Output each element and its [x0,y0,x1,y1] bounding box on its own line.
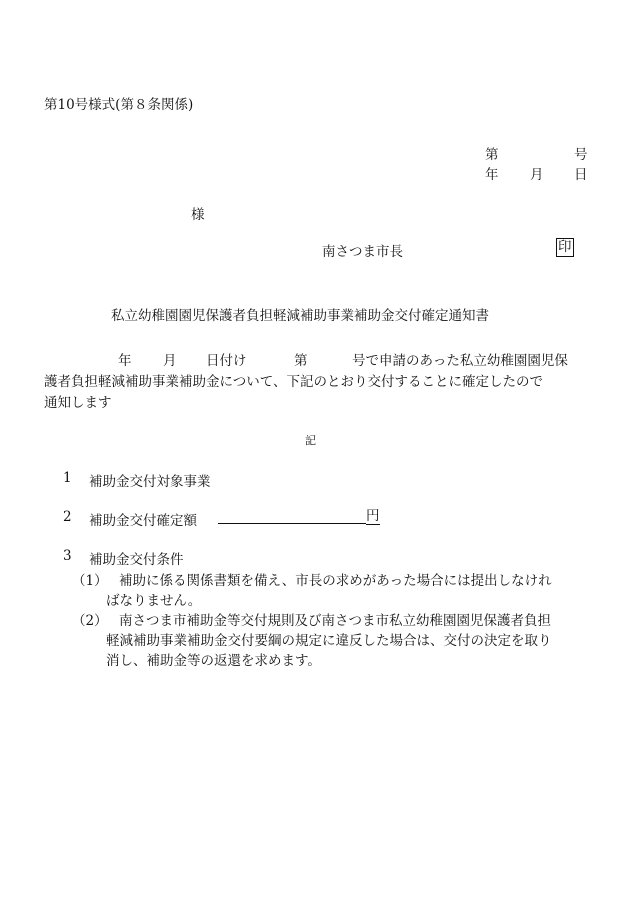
body-dated: 日付け [206,353,247,369]
sub2-number: （2） [72,613,108,629]
sub1-line-1: 補助に係る関係書類を備え、市長の求めがあった場合には提出しなけれ [119,573,552,589]
form-label: 第10号様式(第８条関係) [44,97,194,113]
body-line-2: 護者負担軽減補助事業補助金について、下記のとおり交付することに確定したので [44,374,543,390]
body-dai: 第 [294,353,308,369]
item1-label: 補助金交付対象事業 [89,474,211,490]
item2-label: 補助金交付確定額 [89,513,197,529]
document-title: 私立幼稚園園児保護者負担軽減補助事業補助金交付確定通知書 [111,308,489,324]
body-month: 月 [163,353,177,369]
item3-label: 補助金交付条件 [89,552,184,568]
sub2-line-1: 南さつま市補助金等交付規則及び南さつま市私立幼稚園園児保護者負担 [119,613,551,629]
date-day: 日 [574,167,588,183]
date-month: 月 [530,167,544,183]
body-line-3: 通知します [44,395,112,411]
amount-blank-underline [218,507,366,524]
sub2-line-2: 軽減補助事業補助金交付要綱の規定に違反した場合は、交付の決定を取り [106,633,552,649]
date-year: 年 [485,167,499,183]
seal-mark: 印 [558,239,572,255]
item3-number: 3 [63,548,72,564]
item1-number: 1 [63,470,72,486]
sub1-line-2: ばなりません。 [106,593,202,609]
sub1-number: （1） [72,573,108,589]
body-year: 年 [118,353,132,369]
ki-mark: 記 [305,434,316,447]
sub2-line-3: 消し、補助金等の返還を求めます。 [106,653,321,669]
sender-name: 南さつま市長 [322,244,403,260]
item2-number: 2 [63,509,72,525]
addressee-sama: 様 [191,207,205,223]
ref-go: 号 [574,147,588,163]
amount-unit-yen: 円 [366,508,380,524]
ref-dai: 第 [485,147,499,163]
body-go-rest: 号で申請のあった私立幼稚園園児保 [352,353,568,369]
